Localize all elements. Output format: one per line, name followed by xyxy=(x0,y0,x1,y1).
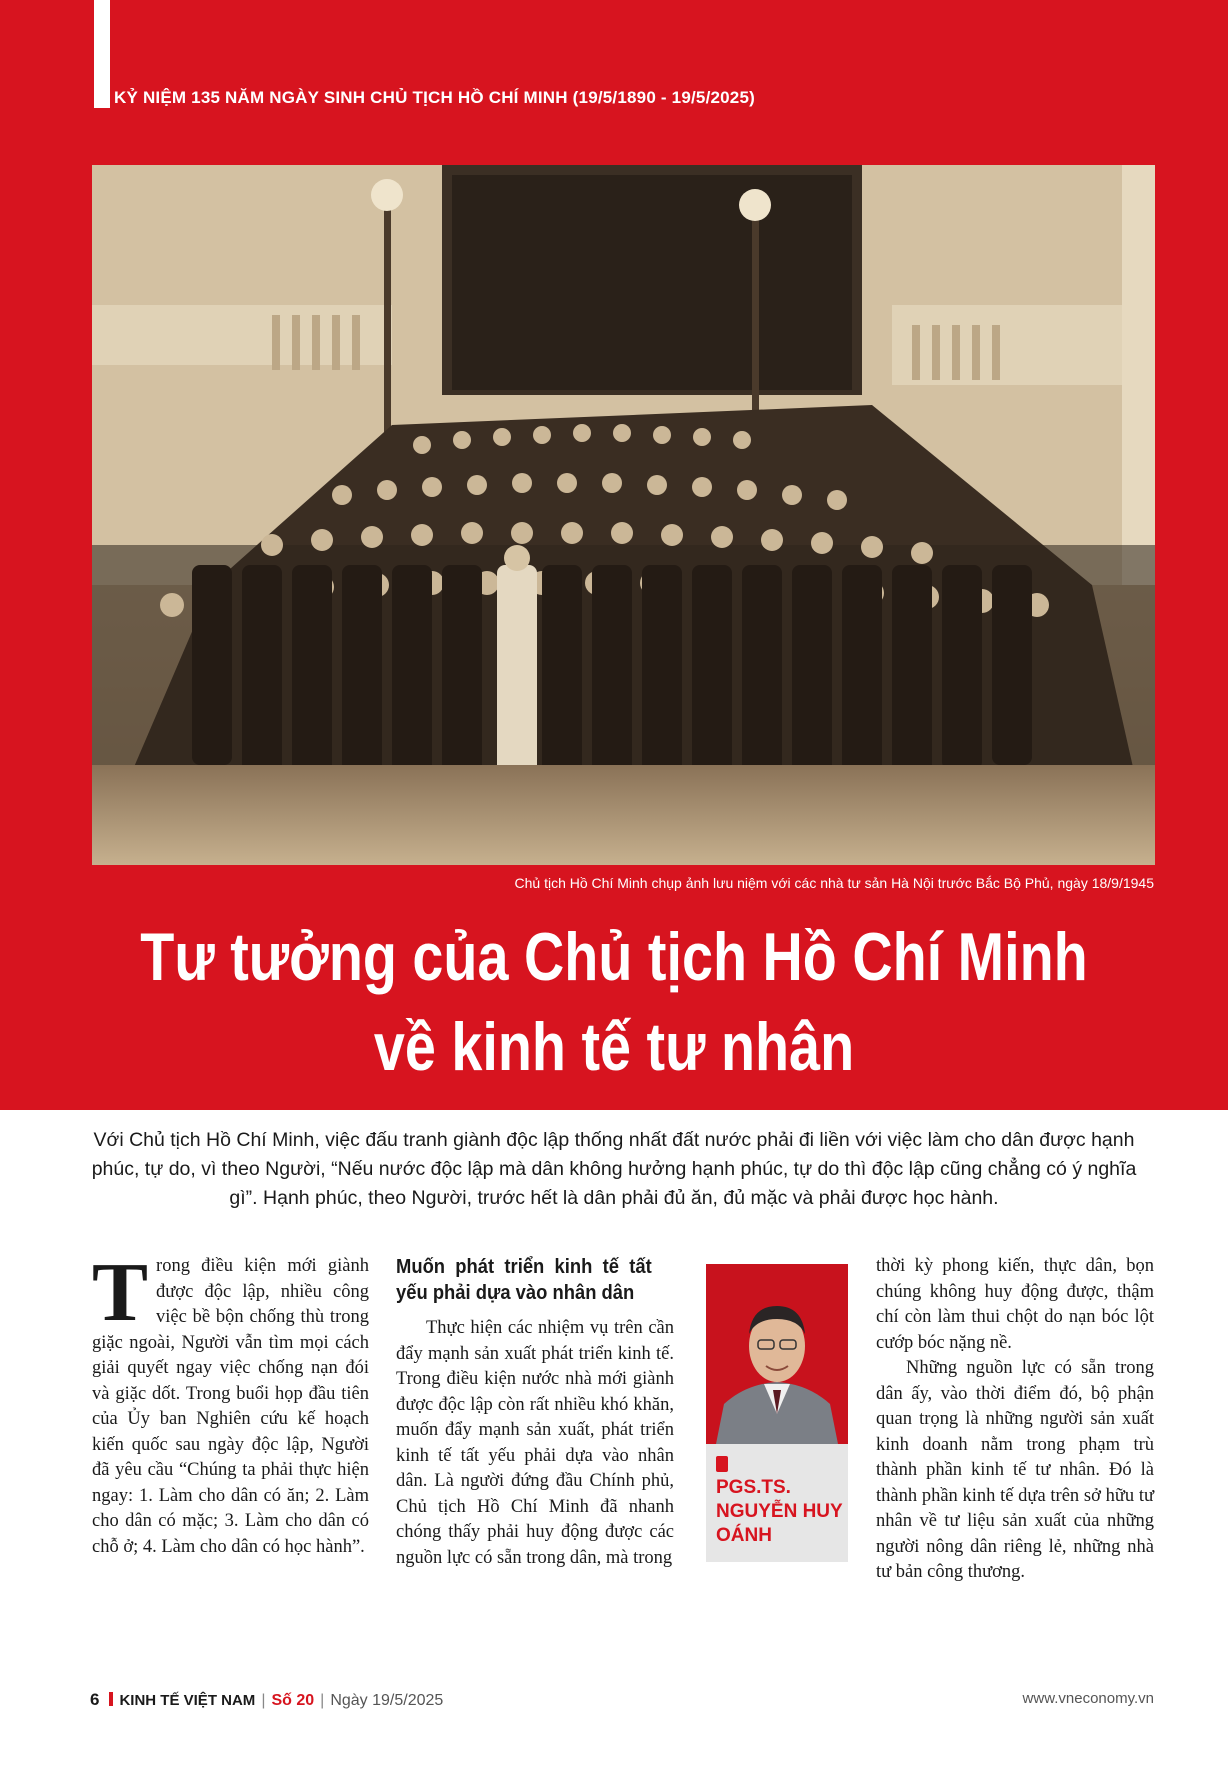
column-4-para-2: Những nguồn lực có sẵn trong dân ấy, vào thời điểm đó, bộ phận quan trọng là những người sản xuất kinh doanh nằm trong phạm trù thành phần kinh tế tư nhân. Đó là thành phần kinh tế dựa trên sở hữu tư nhân về tư liệu sản xuất của những người nông dân riêng lẻ, những nhà tư bản công thương. xyxy=(876,1358,1154,1582)
footer-mark xyxy=(109,1692,113,1706)
issue-number: Số 20 xyxy=(271,1692,315,1709)
footer-separator: | xyxy=(320,1692,325,1709)
section-marker-bar xyxy=(94,0,110,108)
issue-date: Ngày 19/5/2025 xyxy=(330,1692,444,1709)
article-column-2 xyxy=(396,1254,674,1571)
anniversary-kicker: KỶ NIỆM 135 NĂM NGÀY SINH CHỦ TỊCH HỒ CHÍ MINH (19/5/1890 - 19/5/2025) xyxy=(114,88,755,107)
article-column-4 xyxy=(876,1254,1154,1586)
photo-caption: Chủ tịch Hồ Chí Minh chụp ảnh lưu niệm với các nhà tư sản Hà Nội trước Bắc Bộ Phủ, ngày 18/9/1945 xyxy=(514,875,1154,891)
column-4-para-1: thời kỳ phong kiến, thực dân, bọn chúng không huy động được, thậm chí còn làm thui chột do nạn bóc lột cướp bóc nặng nề. xyxy=(876,1256,1154,1353)
page-number: 6 xyxy=(90,1690,100,1709)
author-name: PGS.TS. NGUYỄN HUY OÁNH xyxy=(716,1477,843,1546)
column-1-text: rong điều kiện mới giành được độc lập, nhiều công việc bề bộn chống thù trong giặc ngoài, Người vẫn tìm mọi cách giải quyết ngay việc chống nạn đói và giặc dốt. Trong buổi họp đầu tiên của Ủy ban Nghiên cứu kế hoạch kiến quốc sau ngày độc lập, Người đã yêu cầu “Chúng ta phải thực hiện ngay: 1. Làm cho dân có ăn; 2. Làm cho dân có mặc; 3. Làm cho dân có chỗ ở; 4. Làm cho dân có học hành”. xyxy=(92,1256,369,1557)
pen-icon xyxy=(716,1456,728,1472)
author-portrait xyxy=(706,1264,848,1444)
column-2-text: Thực hiện các nhiệm vụ trên cần đẩy mạnh sản xuất phát triển kinh tế. Trong điều kiện nước nhà mới giành được độc lập còn rất nhiều khó khăn, muốn đẩy mạnh sản xuất, phát triển kinh tế tất yếu phải dựa vào nhân dân. Là người đứng đầu Chính phủ, Chủ tịch Hồ Chí Minh đã nhanh chóng thấy phải huy động được các nguồn lực có sẵn trong dân, mà trong xyxy=(396,1318,674,1568)
author-box xyxy=(706,1264,848,1562)
historic-group-photo xyxy=(92,165,1155,865)
headline-line-1: Tư tưởng của Chủ tịch Hồ Chí Minh xyxy=(140,919,1088,995)
magazine-name: KINH TẾ VIỆT NAM xyxy=(119,1692,256,1709)
page-footer xyxy=(90,1690,1154,1714)
headline-line-2: về kinh tế tư nhân xyxy=(373,1009,855,1085)
lead-paragraph: Với Chủ tịch Hồ Chí Minh, việc đấu tranh giành độc lập thống nhất đất nước phải đi liền với việc làm cho dân được hạnh phúc, tự do, vì theo Người, “Nếu nước độc lập mà dân không hưởng hạnh phúc, tự do thì độc lập cũng chẳng có ý nghĩa gì”. Hạnh phúc, theo Người, trước hết là dân phải đủ ăn, đủ mặc và phải được học hành. xyxy=(91,1129,1137,1209)
article-column-1 xyxy=(92,1246,369,1560)
section-subhead: Muốn phát triển kinh tế tất yếu phải dựa vào nhân dân xyxy=(396,1256,652,1304)
website-link[interactable]: www.vneconomy.vn xyxy=(1022,1690,1154,1707)
footer-separator: | xyxy=(261,1692,266,1709)
drop-cap: T xyxy=(92,1246,149,1339)
